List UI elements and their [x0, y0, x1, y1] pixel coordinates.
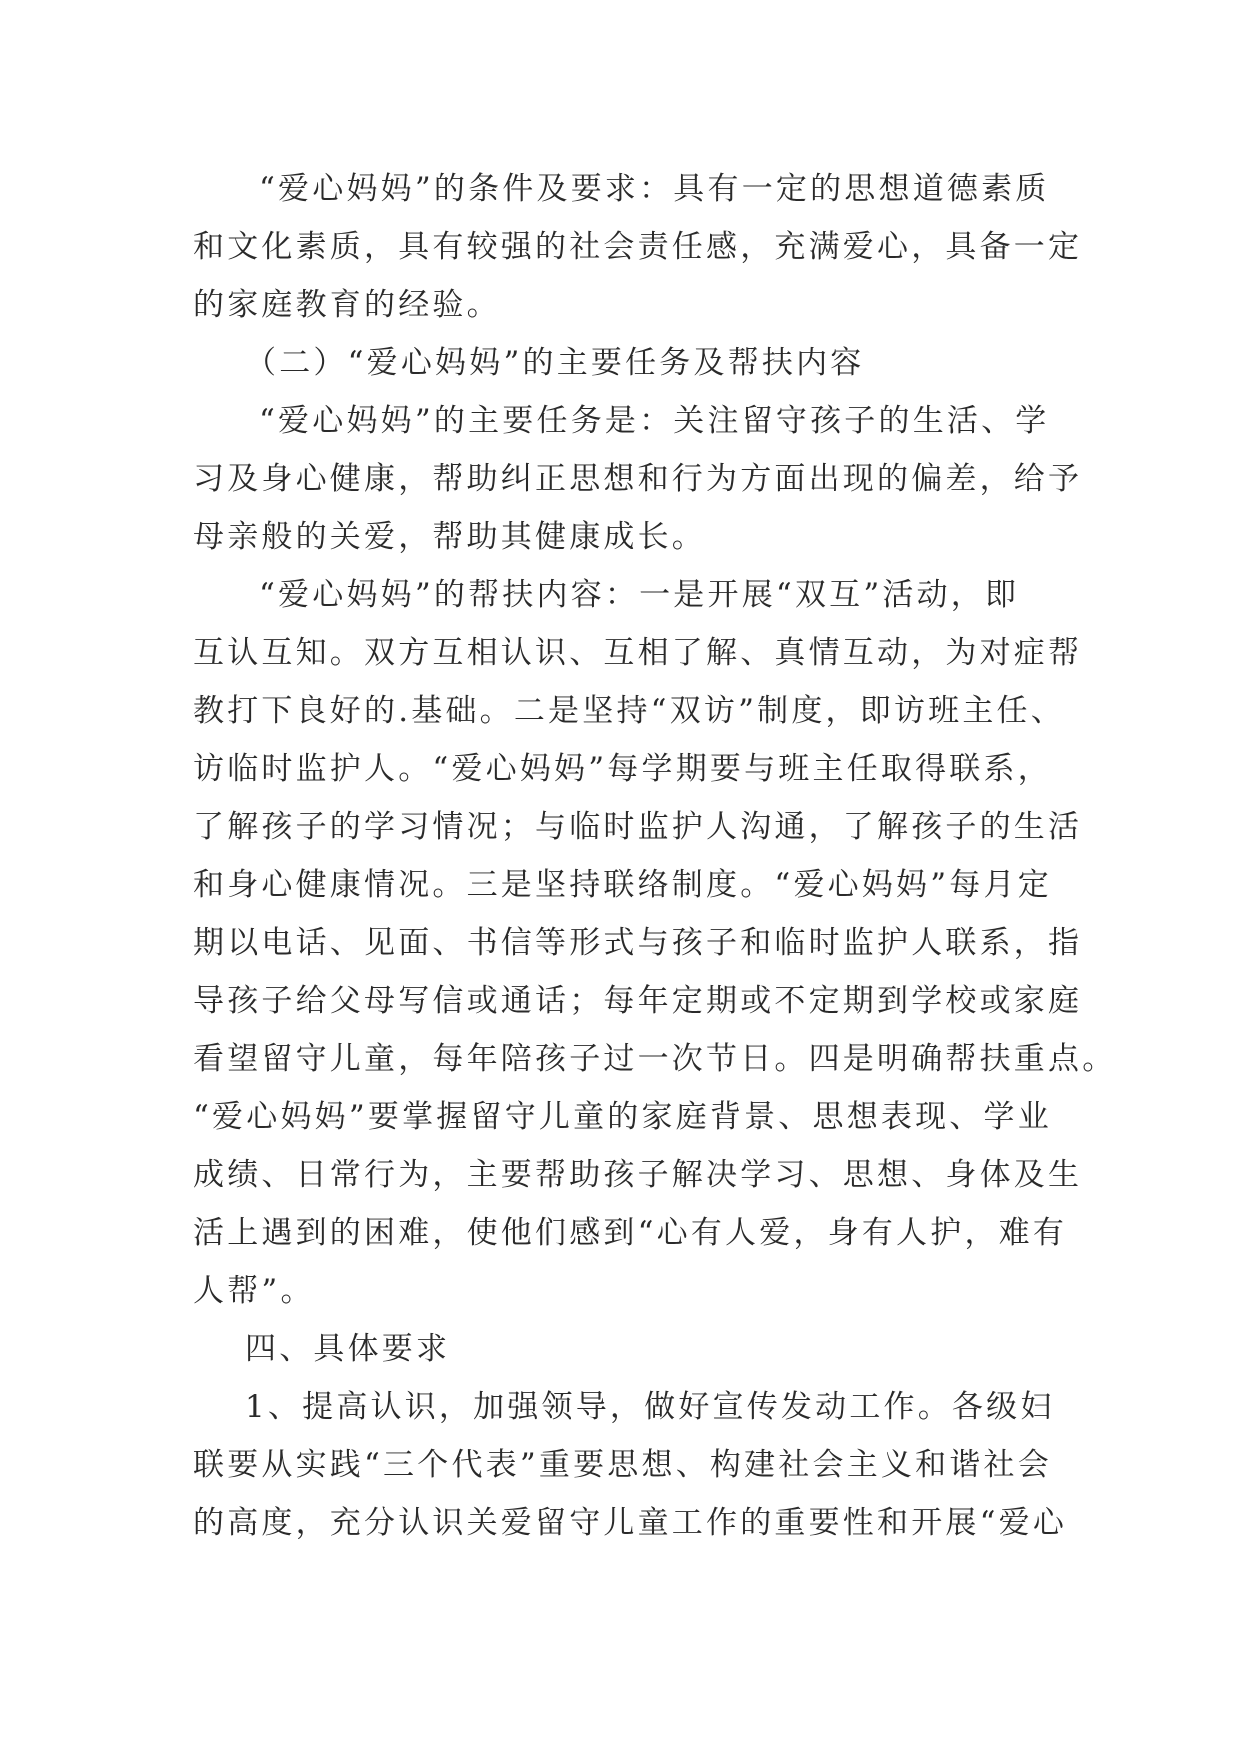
section-heading: （二）“爱心妈妈”的主要任务及帮扶内容 [245, 345, 865, 381]
paragraph-line: 和身心健康情况。三是坚持联络制度。“爱心妈妈”每月定 [193, 867, 1052, 903]
paragraph-line: “爱心妈妈”的条件及要求：具有一定的思想道德素质 [259, 171, 1050, 207]
paragraph-line: 母亲般的关爱，帮助其健康成长。 [193, 519, 706, 555]
paragraph-line: 习及身心健康，帮助纠正思想和行为方面出现的偏差，给予 [193, 461, 1083, 497]
paragraph-line: 了解孩子的学习情况；与临时监护人沟通，了解孩子的生活 [193, 809, 1083, 845]
paragraph-line: 的家庭教育的经验。 [193, 287, 501, 323]
paragraph-line: 和文化素质，具有较强的社会责任感，充满爱心，具备一定 [193, 229, 1083, 265]
paragraph-line: 期以电话、见面、书信等形式与孩子和临时监护人联系，指 [193, 925, 1083, 961]
paragraph-line: “爱心妈妈”的主要任务是：关注留守孩子的生活、学 [259, 403, 1050, 439]
paragraph-line: 的高度，充分认识关爱留守儿童工作的重要性和开展“爱心 [193, 1505, 1068, 1541]
body-text [193, 160, 1117, 1552]
paragraph-line: 1、提高认识，加强领导，做好宣传发动工作。各级妇 [245, 1389, 1055, 1425]
paragraph-line: 访临时监护人。“爱心妈妈”每学期要与班主任取得联系， [193, 751, 1052, 787]
paragraph-line: 互认互知。双方互相认识、互相了解、真情互动，为对症帮 [193, 635, 1083, 671]
paragraph-line: 成绩、日常行为，主要帮助孩子解决学习、思想、身体及生 [193, 1157, 1083, 1193]
paragraph-line: 教打下良好的.基础。二是坚持“双访”制度，即访班主任、 [193, 693, 1065, 729]
section-heading: 四、具体要求 [245, 1331, 451, 1367]
paragraph-line: “爱心妈妈”的帮扶内容：一是开展“双互”活动，即 [259, 577, 1020, 613]
paragraph-line: 活上遇到的困难，使他们感到“心有人爱，身有人护，难有 [193, 1215, 1068, 1251]
paragraph-line: “爱心妈妈”要掌握留守儿童的家庭背景、思想表现、学业 [193, 1099, 1052, 1135]
paragraph-line: 人帮”。 [193, 1273, 315, 1309]
paragraph-line: 联要从实践“三个代表”重要思想、构建社会主义和谐社会 [193, 1447, 1052, 1483]
paragraph-line: 看望留守儿童，每年陪孩子过一次节日。四是明确帮扶重点。 [193, 1041, 1117, 1077]
paragraph-line: 导孩子给父母写信或通话；每年定期或不定期到学校或家庭 [193, 983, 1083, 1019]
